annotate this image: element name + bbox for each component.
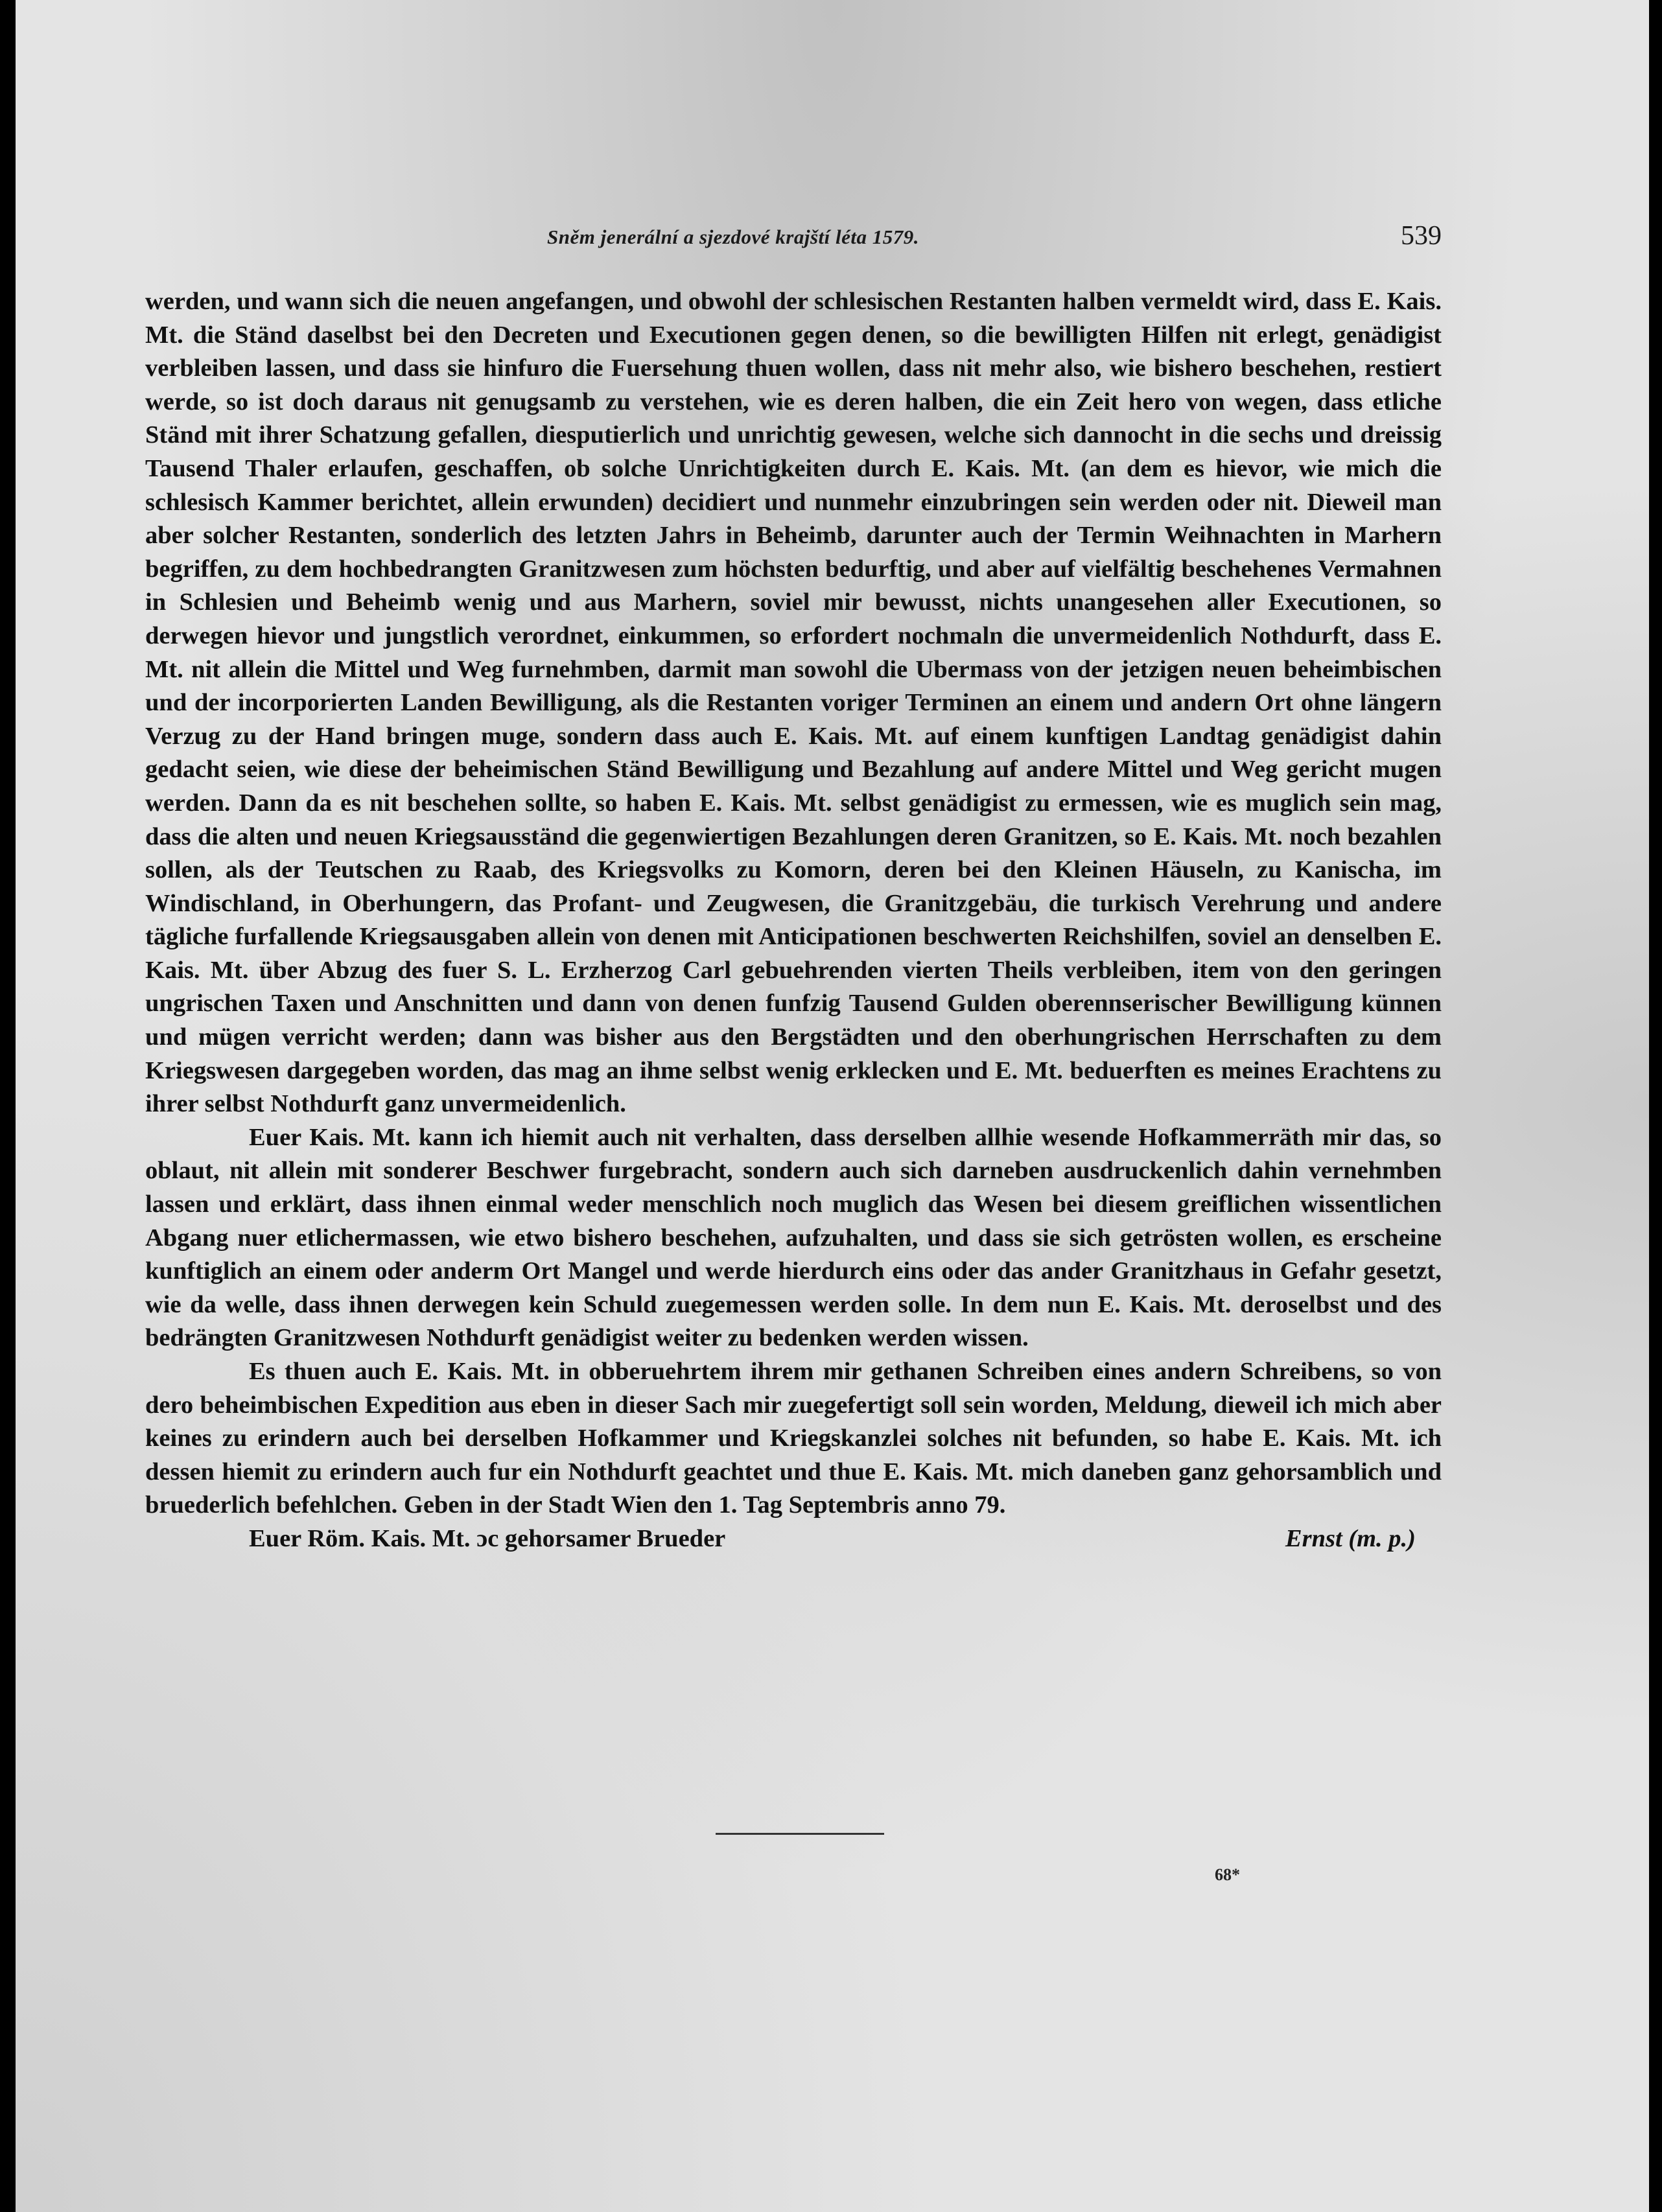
- end-rule: [716, 1833, 884, 1835]
- page-sheet: [16, 0, 1649, 2212]
- body-text: [145, 285, 1442, 1556]
- paragraph-3: Es thuen auch E. Kais. Mt. in obberuehrtem ihrem mir gethanen Schreiben eines andern Schreibens, so von dero beheimbischen Expedition aus eben in dieser Sach mir zuegefertigt soll sein worden, Meldung, dieweil ich mich aber keines zu erindern auch bei derselben Hofkammer und Kriegskanzlei solches nit befunden, so habe E. Kais. Mt. ich dessen hiemit zu erindern auch fur ein Nothdurft geachtet und thue E. Kais. Mt. mich daneben ganz gehorsamblich und bruederlich befehlchen. Geben in der Stadt Wien den 1. Tag Septembris anno 79.: [145, 1358, 1442, 1519]
- signature: Ernst (m. p.): [1285, 1524, 1416, 1552]
- closing-greeting: Euer Röm. Kais. Mt. ɔc gehorsamer Brueder: [249, 1524, 726, 1552]
- paragraph-2: Euer Kais. Mt. kann ich hiemit auch nit verhalten, dass derselben allhie wesende Hofkammerräth mir das, so oblaut, nit allein mit sonderer Beschwer furgebracht, sondern auch sich darneben ausdruckenlich dahin vernehmben lassen und erklärt, dass ihnen einmal weder menschlich noch muglich das Wesen bei diesem greiflichen wissentlichen Abgang nuer etlichermassen, wie etwo bishero beschehen, aufzuhalten, und dass sie sich getrösten wollen, es erscheine kunftiglich an einem oder anderm Ort Mangel und werde hierdurch eins oder das ander Granitzhaus in Gefahr gesetzt, wie da welle, dass ihnen derwegen kein Schuld zuegemessen werden solle. In dem nun E. Kais. Mt. deroselbst und des bedrängten Granitzwesen Nothdurft genädigist weiter zu bedenken werden wissen.: [145, 1123, 1442, 1352]
- sheet-signature: 68*: [1215, 1865, 1240, 1884]
- running-head: [145, 220, 1442, 259]
- page-number: 539: [1401, 221, 1442, 251]
- closing-line: [145, 1522, 1442, 1556]
- running-title: Sněm jenerální a sjezdové krajští léta 1579.: [547, 226, 919, 248]
- paragraph-1: werden, und wann sich die neuen angefangen, und obwohl der schlesischen Restanten halben vermeldt wird, dass E. Kais. Mt. die Ständ daselbst bei den Decreten und Executionen gegen denen, so die bewilligten Hilfen nit erlegt, genädigist verbleiben lassen, und dass sie hinfuro die Fuersehung thuen wollen, dass nit mehr also, wie bishero beschehen, restiert werde, so ist doch daraus nit genugsamb zu verstehen, wie es deren halben, die ein Zeit hero von wegen, dass etliche Ständ mit ihrer Schatzung gefallen, diesputierlich und unrichtig gewesen, welche sich dannocht in die sechs und dreissig Tausend Thaler erlaufen, geschaffen, ob solche Unrichtigkeiten durch E. Kais. Mt. (an dem es hievor, wie mich die schlesisch Kammer berichtet, allein erwunden) decidiert und nunmehr einzubringen sein werden oder nit. Dieweil man aber solcher Restanten, sonderlich des letzten Jahrs in Beheimb, darunter auch der Termin Weihnachten in Marhern begriffen, zu dem hochbedrangten Granitzwesen zum höchsten bedurftig, und aber auf vielfältig beschehenes Vermahnen in Schlesien und Beheimb wenig und aus Marhern, soviel mir bewusst, nichts unangesehen aller Executionen, so derwegen hievor und jungstlich verordnet, einkummen, so erfordert nochmaln die unvermeidenlich Nothdurft, dass E. Mt. nit allein die Mittel und Weg furnehmben, darmit man sowohl die Ubermass von der jetzigen neuen beheimbischen und der incorporierten Landen Bewilligung, als die Restanten voriger Terminen an einem und andern Ort ohne längern Verzug zu der Hand bringen muge, sondern dass auch E. Kais. Mt. auf einem kunftigen Landtag genädigist dahin gedacht seien, wie diese der beheimischen Ständ Bewilligung und Bezahlung auf andere Mittel und Weg gericht mugen werden. Dann da es nit beschehen sollte, so haben E. Kais. Mt. selbst genädigist zu ermessen, wie es muglich sein mag, dass die alten und neuen Kriegsausständ die gegenwiertigen Bezahlungen deren Granitzen, so E. Kais. Mt. noch bezahlen sollen, als der Teutschen zu Raab, des Kriegsvolks zu Komorn, deren bei den Kleinen Häuseln, zu Kanischa, im Windischland, in Oberhungern, das Profant- und Zeugwesen, die Granitzgebäu, die turkisch Verehrung und andere tägliche furfallende Kriegsausgaben allein von denen mit Anticipationen beschwerten Reichshilfen, soviel an denselben E. Kais. Mt. über Abzug des fuer S. L. Erzherzog Carl gebuehrenden vierten Theils verbleiben, item von den geringen ungrischen Taxen und Anschnitten und dann von denen funfzig Tausend Gulden oberennserischer Bewilligung künnen und mügen verricht werden; dann was bisher aus den Bergstädten und den oberhungrischen Herrschaften zu dem Kriegswesen dargegeben worden, das mag an ihme selbst wenig erklecken und E. Mt. beduerften es meines Erachtens zu ihrer selbst Nothdurft ganz unvermeidenlich.: [145, 288, 1442, 1118]
